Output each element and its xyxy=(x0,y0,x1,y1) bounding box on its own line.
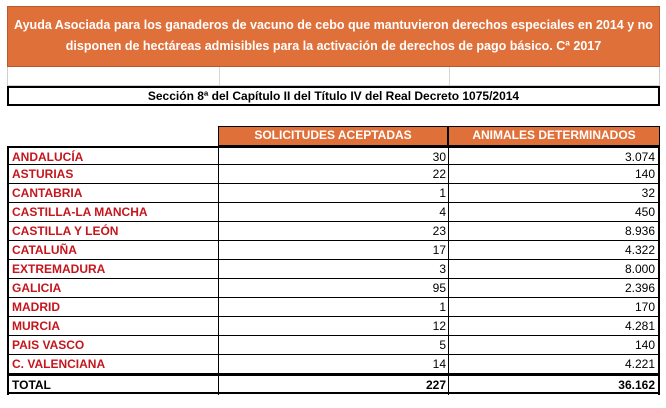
animales-value: 170 xyxy=(448,298,660,317)
region-name: MADRID xyxy=(7,298,218,317)
region-name: MURCIA xyxy=(7,317,218,336)
region-name: CATALUÑA xyxy=(7,241,218,260)
region-name: CASTILLA-LA MANCHA xyxy=(7,203,218,222)
grid-divider xyxy=(219,67,220,85)
table-row xyxy=(7,260,660,279)
empty-grid-row xyxy=(7,67,660,86)
table-row xyxy=(7,241,660,260)
region-name: C. VALENCIANA xyxy=(7,355,218,374)
animales-value: 8.000 xyxy=(448,260,660,279)
grid-divider xyxy=(449,67,450,85)
solicitudes-value: 17 xyxy=(218,241,448,260)
region-name: TOTAL xyxy=(7,376,218,395)
table-row xyxy=(7,184,660,203)
region-name: CANTABRIA xyxy=(7,184,218,203)
region-name: PAIS VASCO xyxy=(7,336,218,355)
header-animales: ANIMALES DETERMINADOS xyxy=(448,126,660,146)
animales-value: 36.162 xyxy=(448,376,660,395)
table-row xyxy=(7,279,660,298)
animales-value: 3.074 xyxy=(448,148,660,167)
table-row xyxy=(7,165,660,184)
solicitudes-value: 4 xyxy=(218,203,448,222)
total-row xyxy=(7,374,660,394)
solicitudes-value: 22 xyxy=(218,165,448,184)
title-line-2: disponen de hectáreas admisibles para la activación de derechos de pago básico. Cª 2017 xyxy=(65,39,602,53)
solicitudes-value: 227 xyxy=(218,376,448,395)
table-row xyxy=(7,317,660,336)
solicitudes-value: 12 xyxy=(218,317,448,336)
table-row xyxy=(7,146,660,165)
solicitudes-value: 14 xyxy=(218,355,448,374)
solicitudes-value: 5 xyxy=(218,336,448,355)
table-row xyxy=(7,203,660,222)
table-row xyxy=(7,298,660,317)
region-name: ASTURIAS xyxy=(7,165,218,184)
table-row xyxy=(7,336,660,355)
region-name: CASTILLA Y LEÓN xyxy=(7,222,218,241)
region-name: ANDALUCÍA xyxy=(7,148,218,167)
solicitudes-value: 95 xyxy=(218,279,448,298)
animales-value: 2.396 xyxy=(448,279,660,298)
animales-value: 140 xyxy=(448,165,660,184)
table-row xyxy=(7,355,660,374)
solicitudes-value: 23 xyxy=(218,222,448,241)
animales-value: 32 xyxy=(448,184,660,203)
animales-value: 4.322 xyxy=(448,241,660,260)
animales-value: 8.936 xyxy=(448,222,660,241)
animales-value: 4.221 xyxy=(448,355,660,374)
solicitudes-value: 3 xyxy=(218,260,448,279)
solicitudes-value: 1 xyxy=(218,184,448,203)
title-line-1: Ayuda Asociada para los ganaderos de vacuno de cebo que mantuvieron derechos especiales en 2014 y no xyxy=(14,18,653,32)
animales-value: 4.281 xyxy=(448,317,660,336)
section-title: Sección 8ª del Capítulo II del Título IV del Real Decreto 1075/2014 xyxy=(7,86,660,106)
solicitudes-value: 30 xyxy=(218,148,448,167)
region-name: EXTREMADURA xyxy=(7,260,218,279)
title-banner xyxy=(7,6,660,67)
header-solicitudes: SOLICITUDES ACEPTADAS xyxy=(218,126,448,146)
data-table xyxy=(7,146,660,394)
animales-value: 450 xyxy=(448,203,660,222)
solicitudes-value: 1 xyxy=(218,298,448,317)
table-row xyxy=(7,222,660,241)
region-name: GALICIA xyxy=(7,279,218,298)
animales-value: 140 xyxy=(448,336,660,355)
